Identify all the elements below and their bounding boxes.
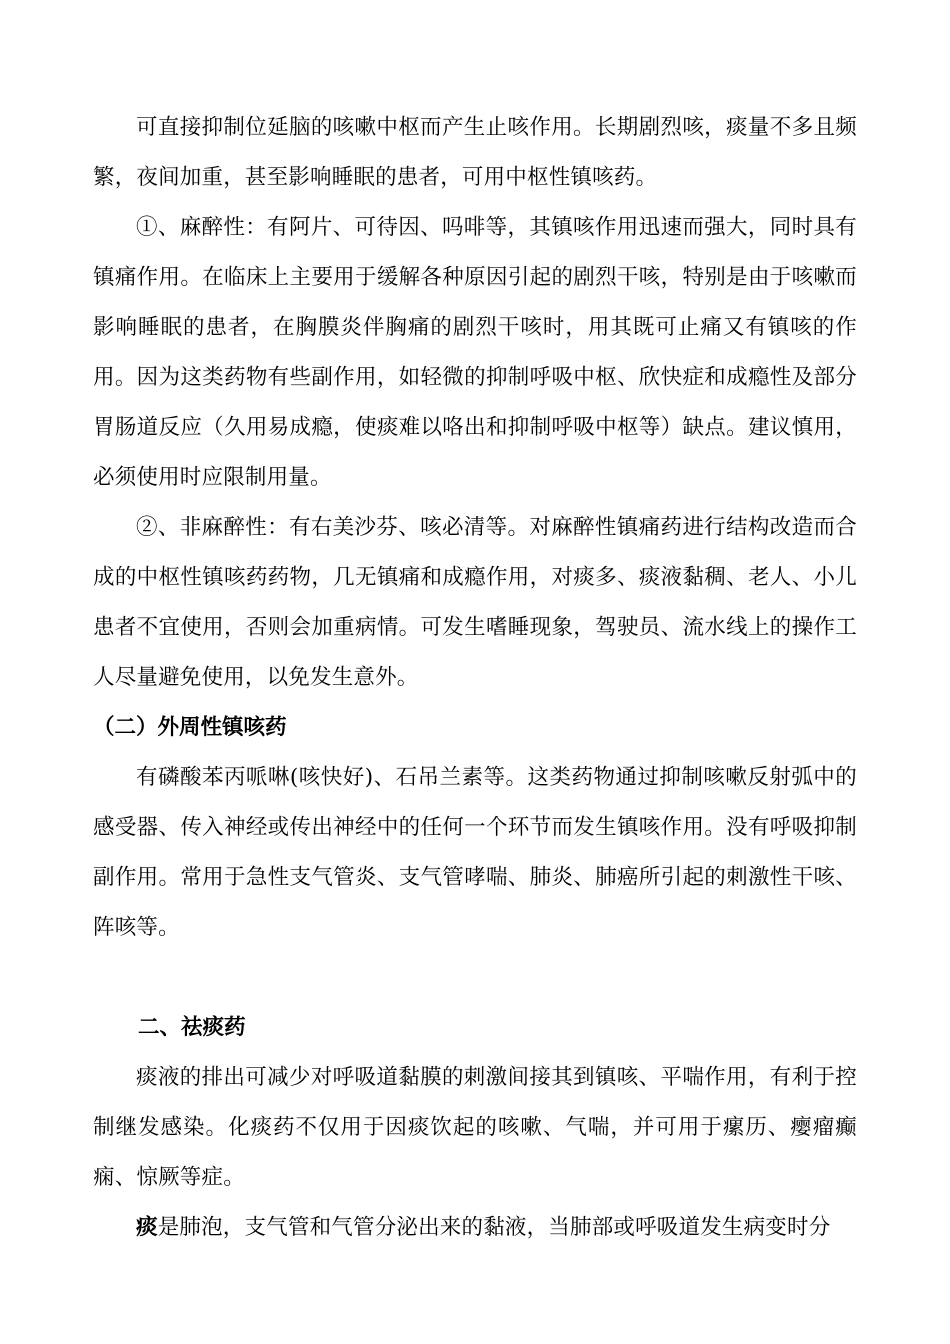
heading-peripheral-antitussive: （二）外周性镇咳药 (93, 715, 287, 740)
paragraph-non-narcotic: ②、非麻醉性：有右美沙芬、咳必清等。对麻醉性镇痛药进行结构改造而合成的中枢性镇咳药药物，几无镇痛和成瘾作用，对痰多、痰液黏稠、老人、小儿患者不宜使用，否则会加重病情。可发生嗜睡现象，驾驶员、流水线上的操作工人尽量避免使用，以免发生意外。 (93, 515, 857, 690)
heading-expectorants: 二、祛痰药 (138, 1015, 246, 1040)
phlegm-definition-text: 是肺泡，支气管和气管分泌出来的黏液，当肺部或呼吸道发生病变时分 (157, 1215, 831, 1240)
paragraph-phlegm-definition (93, 1203, 857, 1253)
paragraph-expectorant-intro: 痰液的排出可减少对呼吸道黏膜的刺激间接其到镇咳、平喘作用，有利于控制继发感染。化痰药不仅用于因痰饮起的咳嗽、气喘，并可用于瘰历、瘿瘤癫痫、惊厥等症。 (93, 1065, 857, 1190)
paragraph-narcotic: ①、麻醉性：有阿片、可待因、吗啡等，其镇咳作用迅速而强大，同时具有镇痛作用。在临床上主要用于缓解各种原因引起的剧烈干咳，特别是由于咳嗽而影响睡眠的患者，在胸膜炎伴胸痛的剧烈干咳时，用其既可止痛又有镇咳的作用。因为这类药物有些副作用，如轻微的抑制呼吸中枢、欣快症和成瘾性及部分胃肠道反应（久用易成瘾，使痰难以咯出和抑制呼吸中枢等）缺点。建议慎用，必须使用时应限制用量。 (93, 215, 857, 490)
phlegm-term: 痰 (136, 1215, 158, 1240)
paragraph-peripheral: 有磷酸苯丙哌啉(咳快好)、石吊兰素等。这类药物通过抑制咳嗽反射弧中的感受器、传入神经或传出神经中的任何一个环节而发生镇咳作用。没有呼吸抑制副作用。常用于急性支气管炎、支气管哮喘、肺炎、肺癌所引起的刺激性干咳、阵咳等。 (93, 765, 857, 940)
blank-line (93, 953, 857, 1003)
document-page (93, 103, 857, 1253)
paragraph-central-antitussive: 可直接抑制位延脑的咳嗽中枢而产生止咳作用。长期剧烈咳，痰量不多且频繁，夜间加重，甚至影响睡眠的患者，可用中枢性镇咳药。 (93, 115, 857, 190)
